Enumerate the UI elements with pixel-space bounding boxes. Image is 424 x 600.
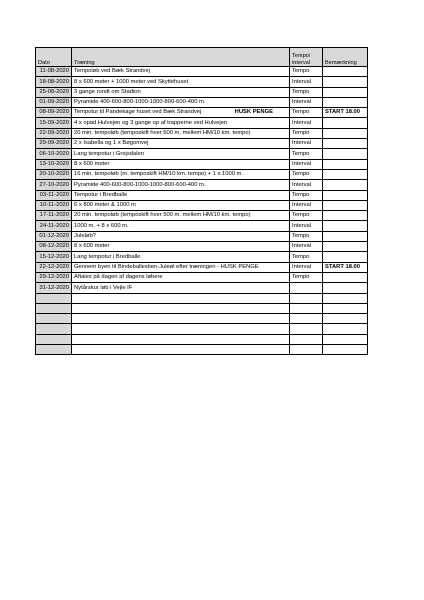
date-cell: 29-12-2020 [36, 272, 72, 282]
training-text: 4 x opad Hulvejen og 3 gange op af trapperne ved Hulvejen [74, 119, 228, 126]
table-row [36, 200, 368, 210]
header-row [36, 48, 368, 67]
date-cell: 18-08-2020 [36, 77, 72, 87]
training-cell [72, 180, 290, 190]
training-cell [72, 314, 290, 324]
type-cell: Tempo [290, 169, 323, 179]
remark-cell [323, 118, 368, 128]
training-text: 8 x 600 meter [74, 243, 110, 250]
empty-row [36, 293, 368, 303]
training-cell [72, 242, 290, 252]
training-text: Lang tempotur i Bredballe [74, 253, 141, 260]
type-cell [290, 334, 323, 344]
schedule-sheet [35, 47, 365, 355]
remark-cell [323, 283, 368, 293]
date-cell: 29-09-2020 [36, 139, 72, 149]
table-row [36, 221, 368, 231]
remark-cell [323, 334, 368, 344]
table-row [36, 231, 368, 241]
header-tempo: Tempo/ interval [290, 48, 323, 67]
training-cell [72, 221, 290, 231]
header-remark: Bemærkning [323, 48, 368, 67]
remark-cell [323, 345, 368, 355]
training-cell [72, 159, 290, 169]
training-cell [72, 200, 290, 210]
type-cell: Tempo [290, 272, 323, 282]
table-row [36, 272, 368, 282]
date-cell: 20-10-2020 [36, 169, 72, 179]
header-date: Dato [36, 48, 72, 67]
date-cell: 08-12-2020 [36, 242, 72, 252]
table-row [36, 159, 368, 169]
remark-cell [323, 221, 368, 231]
date-cell: 08-09-2020 [36, 108, 72, 118]
remark-cell [323, 200, 368, 210]
type-cell [290, 303, 323, 313]
training-cell [72, 139, 290, 149]
training-cell [72, 334, 290, 344]
remark-cell [323, 324, 368, 334]
training-cell [72, 303, 290, 313]
training-text: Pyramide 400-600-800-1000-1000-800-600-400 m. [74, 99, 206, 106]
training-cell [72, 128, 290, 138]
type-cell: Tempo [290, 252, 323, 262]
remark-cell [323, 149, 368, 159]
training-cell [72, 77, 290, 87]
training-text: Aftales på dagen af dagens løbere [74, 274, 163, 281]
training-cell [72, 67, 290, 77]
date-cell [36, 293, 72, 303]
header-training: Træning [72, 48, 290, 67]
training-cell [72, 118, 290, 128]
training-cell [72, 293, 290, 303]
date-cell: 31-12-2020 [36, 283, 72, 293]
training-cell [72, 190, 290, 200]
table-row [36, 149, 368, 159]
type-cell [290, 293, 323, 303]
type-cell [290, 324, 323, 334]
empty-row [36, 324, 368, 334]
training-cell [72, 149, 290, 159]
table-row [36, 128, 368, 138]
type-cell: Interval [290, 200, 323, 210]
table-row [36, 118, 368, 128]
table-row [36, 190, 368, 200]
table-row [36, 262, 368, 272]
date-cell: 01-12-2020 [36, 231, 72, 241]
remark-cell [323, 303, 368, 313]
type-cell: Tempo [290, 67, 323, 77]
type-cell: Interval [290, 242, 323, 252]
training-cell [72, 345, 290, 355]
date-cell: 17-11-2020 [36, 211, 72, 221]
table-row [36, 180, 368, 190]
remark-cell [323, 293, 368, 303]
training-text: Juleløb? [74, 233, 96, 240]
type-cell: Interval [290, 221, 323, 231]
table-row [36, 242, 368, 252]
training-cell [72, 231, 290, 241]
type-cell: Interval [290, 139, 323, 149]
training-text: Tempotur i Bredballe [74, 191, 128, 198]
training-cell [72, 252, 290, 262]
remark-cell [323, 128, 368, 138]
training-text: 8 x 600 meter + 1000 meter ved Skyttehuset [74, 78, 189, 85]
training-cell [72, 283, 290, 293]
date-cell: 25-08-2020 [36, 87, 72, 97]
training-text: 16 min. tempoløb (m. temposkift HM/10 km. tempo) + 1 x 1000 m. [74, 171, 243, 178]
date-cell: 24-11-2020 [36, 221, 72, 231]
table-row [36, 139, 368, 149]
training-cell [72, 87, 290, 97]
type-cell: Interval [290, 118, 323, 128]
training-cell [72, 211, 290, 221]
remark-cell [323, 87, 368, 97]
type-cell: Interval [290, 262, 323, 272]
type-cell: Interval [290, 77, 323, 87]
training-text: Nytårskur løb i Vejle IF [74, 284, 133, 291]
empty-row [36, 303, 368, 313]
training-text: 20 min. tempoløb (temposkift hver 500 m. mellem HM/10 km. tempo) [74, 130, 251, 137]
training-text: 2 x Isabella og 1 x Bøgomvej [74, 140, 149, 147]
type-cell: Tempo [290, 87, 323, 97]
date-cell: 03-11-2020 [36, 190, 72, 200]
date-cell [36, 303, 72, 313]
training-text: 1000 m. + 8 x 600 m. [74, 222, 129, 229]
date-cell: 06-10-2020 [36, 149, 72, 159]
remark-cell [323, 211, 368, 221]
date-cell: 13-10-2020 [36, 159, 72, 169]
type-cell: Interval [290, 159, 323, 169]
date-cell: 22-12-2020 [36, 262, 72, 272]
training-cell [72, 272, 290, 282]
type-cell: Tempo [290, 190, 323, 200]
date-cell [36, 324, 72, 334]
table-row [36, 169, 368, 179]
remark-cell: START 18.00 [323, 108, 368, 118]
type-cell: Tempo [290, 149, 323, 159]
type-cell: Tempo [290, 128, 323, 138]
training-text: Tempotur til Pandekage huset ved Bæk Strandvej [74, 109, 202, 116]
training-text: 8 x 600 meter [74, 160, 110, 167]
training-cell [72, 169, 290, 179]
type-cell [290, 314, 323, 324]
remark-cell [323, 190, 368, 200]
table-row [36, 97, 368, 107]
remark-cell [323, 252, 368, 262]
type-cell: Interval [290, 97, 323, 107]
remark-cell [323, 169, 368, 179]
training-cell [72, 262, 290, 272]
training-cell [72, 324, 290, 334]
type-cell: Tempo [290, 231, 323, 241]
table-row [36, 67, 368, 77]
type-cell [290, 345, 323, 355]
remark-cell: START 18.00 [323, 262, 368, 272]
type-cell [290, 283, 323, 293]
remark-cell [323, 231, 368, 241]
training-text: Pyramide 400-600-800-1000-1000-800-600-400 m. [74, 181, 206, 188]
training-text: 6 x 800 meter & 1000 m [74, 202, 136, 209]
date-cell: 15-12-2020 [36, 252, 72, 262]
remark-cell [323, 242, 368, 252]
date-cell [36, 345, 72, 355]
remark-cell [323, 314, 368, 324]
table-row [36, 87, 368, 97]
remark-cell [323, 77, 368, 87]
table-row [36, 108, 368, 118]
table-row [36, 211, 368, 221]
table-row [36, 283, 368, 293]
training-text: 20 min. tempoløb (temposkift hver 500 m. mellem HM/10 km. tempo) [74, 212, 251, 219]
date-cell [36, 314, 72, 324]
training-text: 3 gange rundt om Stadion [74, 88, 141, 95]
training-cell [72, 97, 290, 107]
empty-row [36, 314, 368, 324]
date-cell: 11-08-2020 [36, 67, 72, 77]
remark-cell [323, 272, 368, 282]
table-row [36, 252, 368, 262]
remark-cell [323, 67, 368, 77]
date-cell: 22-09-2020 [36, 128, 72, 138]
date-cell: 10-11-2020 [36, 200, 72, 210]
remark-cell [323, 159, 368, 169]
training-table [35, 47, 368, 355]
date-cell: 15-09-2020 [36, 118, 72, 128]
remark-cell [323, 139, 368, 149]
remark-cell [323, 180, 368, 190]
training-cell [72, 108, 290, 118]
remark-cell [323, 97, 368, 107]
reminder-tag: HUSK PENGE [234, 109, 273, 116]
type-cell: Interval [290, 180, 323, 190]
date-cell [36, 334, 72, 344]
date-cell: 27-10-2020 [36, 180, 72, 190]
training-text: Tempoløb ved Bæk Strandvej [74, 68, 151, 75]
table-row [36, 77, 368, 87]
training-text: Gennem byen til Bindeballestien-Juleøl efter træningen - HUSK PENGE [74, 263, 259, 270]
type-cell: Tempo [290, 108, 323, 118]
date-cell: 01-09-2020 [36, 97, 72, 107]
empty-row [36, 345, 368, 355]
training-text: Lang tempotur i Grejsdalen [74, 150, 144, 157]
type-cell: Tempo [290, 211, 323, 221]
empty-row [36, 334, 368, 344]
